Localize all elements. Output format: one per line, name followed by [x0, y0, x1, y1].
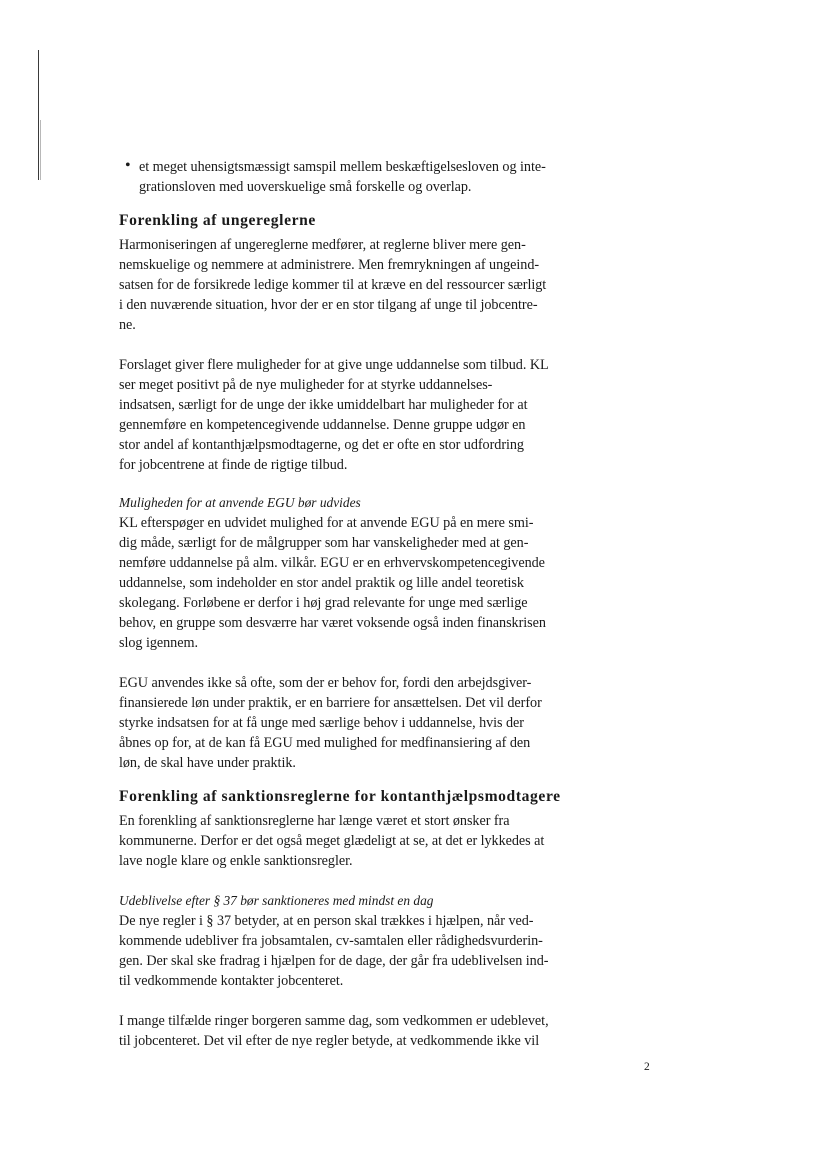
text-line: gennemføre en kompetencegivende uddannelse. Denne gruppe udgør en: [119, 417, 526, 433]
text-line: løn, de skal have under praktik.: [119, 755, 296, 771]
paragraph: [119, 911, 619, 991]
paragraph: [119, 355, 619, 475]
text-line: behov, en gruppe som desværre har været voksende også inden finanskrisen: [119, 615, 546, 631]
text-line: for jobcentrene at finde de rigtige tilbud.: [119, 457, 348, 473]
paragraph-gap: [119, 335, 619, 355]
bullet-item: [119, 157, 619, 197]
section-heading: Forenkling af ungereglerne: [119, 212, 316, 229]
page-number: 2: [644, 1061, 650, 1073]
paragraph: [119, 673, 619, 773]
text-line: satsen for de forsikrede ledige kommer til at kræve en del ressourcer særligt: [119, 277, 547, 293]
text-line: nemføre uddannelse på alm. vilkår. EGU er en erhvervskompetencegivende: [119, 555, 545, 571]
text-line: styrke indsatsen for at få unge med særlige behov i uddannelse, hvis der: [119, 715, 524, 731]
text-line: finansierede løn under praktik, er en barriere for ansættelsen. Det vil derfor: [119, 695, 542, 711]
paragraph-gap: [119, 653, 619, 673]
text-line: stor andel af kontanthjælpsmodtagerne, og det er ofte en stor udfordring: [119, 437, 524, 453]
sub-heading: Muligheden for at anvende EGU bør udvides: [119, 495, 361, 510]
section-heading: Forenkling af sanktionsreglerne for kontanthjælpsmodtagere: [119, 788, 561, 805]
text-line: skolegang. Forløbene er derfor i høj grad relevante for unge med særlige: [119, 595, 528, 611]
text-line: En forenkling af sanktionsreglerne har længe været et stort ønsker fra: [119, 813, 510, 829]
text-line: dig måde, særligt for de målgrupper som har vanskeligheder med at gen-: [119, 535, 529, 551]
paragraph: [119, 513, 619, 653]
text-line: åbnes op for, at de kan få EGU med mulighed for medfinansiering af den: [119, 735, 531, 751]
paragraph-gap: [119, 991, 619, 1011]
text-line: kommunerne. Derfor er det også meget glædeligt at se, at det er lykkedes at: [119, 833, 545, 849]
text-line: slog igennem.: [119, 635, 198, 651]
text-line: I mange tilfælde ringer borgeren samme dag, som vedkommen er udeblevet,: [119, 1013, 549, 1029]
text-line: Harmoniseringen af ungereglerne medfører, at reglerne bliver mere gen-: [119, 237, 526, 253]
text-line: lave nogle klare og enkle sanktionsregler.: [119, 853, 353, 869]
paragraph: [119, 235, 619, 335]
bullet-dot-icon: •: [125, 157, 131, 174]
paragraph-gap: [119, 475, 619, 493]
sub-heading: Udeblivelse efter § 37 bør sanktioneres med mindst en dag: [119, 893, 434, 908]
paragraph: [119, 811, 619, 871]
text-line: til jobcenteret. Det vil efter de nye regler betyde, at vedkommende ikke vil: [119, 1033, 540, 1049]
text-line: Forslaget giver flere muligheder for at give unge uddannelse som tilbud. KL: [119, 357, 549, 373]
text-line: ser meget positivt på de nye muligheder for at styrke uddannelses-: [119, 377, 493, 393]
text-line: uddannelse, som indeholder en stor andel praktik og lille andel teoretisk: [119, 575, 524, 591]
scan-margin-line: [38, 50, 39, 180]
bullet-line: grationsloven med uoverskuelige små forskelle og overlap.: [139, 179, 472, 195]
text-line: EGU anvendes ikke så ofte, som der er behov for, fordi den arbejdsgiver-: [119, 675, 532, 691]
text-line: De nye regler i § 37 betyder, at en person skal trækkes i hjælpen, når ved-: [119, 913, 534, 929]
bullet-line: et meget uhensigtsmæssigt samspil mellem beskæftigelsesloven og inte-: [139, 159, 546, 175]
text-line: ne.: [119, 317, 136, 333]
text-line: til vedkommende kontakter jobcenteret.: [119, 973, 344, 989]
text-line: indsatsen, særligt for de unge der ikke umiddelbart har muligheder for at: [119, 397, 528, 413]
text-line: nemskuelige og nemmere at administrere. Men fremrykningen af ungeind-: [119, 257, 540, 273]
text-line: gen. Der skal ske fradrag i hjælpen for de dage, der går fra udeblivelsen ind-: [119, 953, 549, 969]
text-line: i den nuværende situation, hvor der er en stor tilgang af unge til jobcentre-: [119, 297, 538, 313]
text-line: KL efterspøger en udvidet mulighed for at anvende EGU på en mere smi-: [119, 515, 534, 531]
page-content: [119, 157, 619, 1051]
scan-margin-line-faint: [40, 120, 41, 180]
paragraph-gap: [119, 871, 619, 891]
paragraph: [119, 1011, 619, 1051]
text-line: kommende udebliver fra jobsamtalen, cv-samtalen eller rådighedsvurderin-: [119, 933, 543, 949]
